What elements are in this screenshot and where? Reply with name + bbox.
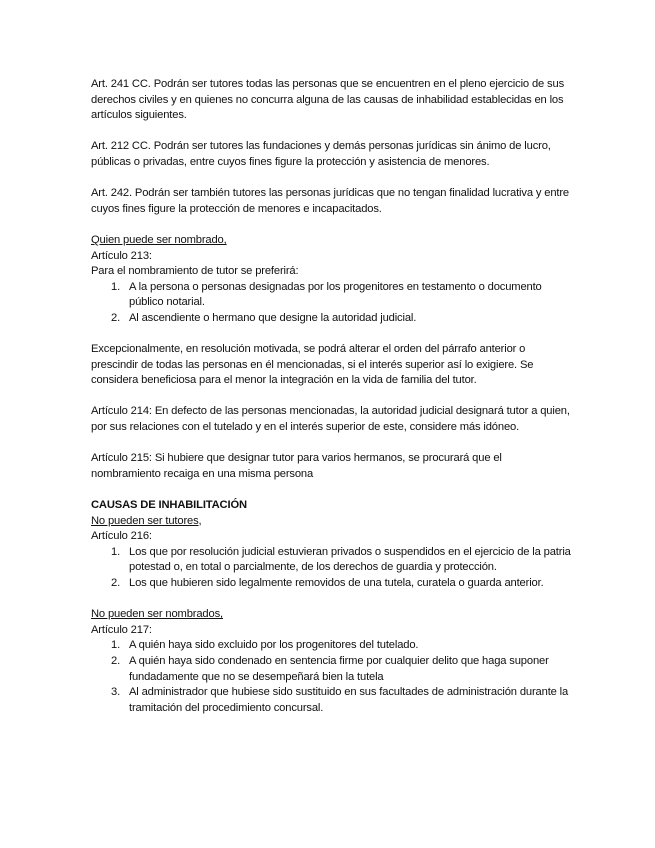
art-215-paragraph: Artículo 215: Si hubiere que designar tutor para varios hermanos, se procurará que el nombramiento recaiga en una misma persona <box>91 452 502 480</box>
excepcion-paragraph: Excepcionalmente, en resolución motivada, se podrá alterar el orden del párrafo anterior o prescindir de todas las personas en él mencionadas, si el interés superior así lo exigiere. Se considera beneficiosa para el menor la integración en la vida de familia del tutor. <box>91 343 534 387</box>
list-item-text: Al administrador que hubiese sido sustituido en sus facultades de administración durante la tramitación del procedimiento concursal. <box>129 686 569 714</box>
list-item-number: 2. <box>111 311 121 324</box>
list-item-text: A la persona o personas designadas por los progenitores en testamento o documento público notarial. <box>129 280 542 309</box>
art-241-paragraph: Art. 241 CC. Podrán ser tutores todas las personas que se encuentren en el pleno ejercicio de sus derechos civiles y en quienes no concurra alguna de las causas de inhabilidad establecidas en los artículos siguientes. <box>91 78 565 122</box>
art-213-label: Artículo 213: <box>91 249 152 262</box>
list-item-number: 3. <box>111 686 121 699</box>
document-page <box>91 77 571 716</box>
inhabilitacion-title: CAUSAS DE INHABILITACIÓN <box>91 499 247 512</box>
list-item-number: 1. <box>111 639 121 652</box>
art-242-paragraph: Art. 242. Podrán ser también tutores las personas jurídicas que no tengan finalidad lucrativa y entre cuyos fines figure la protección de menores e incapacitados. <box>91 187 570 215</box>
art-216-label: Artículo 216: <box>91 530 152 543</box>
list-item-number: 1. <box>111 280 121 293</box>
no-tutores-heading: No pueden ser tutores, <box>91 514 202 527</box>
list-item-number: 2. <box>111 654 121 667</box>
list-item-text: A quién haya sido excluido por los progenitores del tutelado. <box>129 639 419 652</box>
nombrado-heading: Quien puede ser nombrado, <box>91 233 227 246</box>
list-item <box>91 545 571 576</box>
list-item <box>91 311 571 327</box>
art-216-list <box>91 545 571 592</box>
list-item <box>91 280 571 311</box>
art-217-label: Artículo 217: <box>91 623 152 636</box>
list-item-text: A quién haya sido condenado en sentencia firme por cualquier delito que haga suponer fundadamente que no se desempeñará bien la tutela <box>129 654 549 683</box>
list-item-number: 2. <box>111 577 121 589</box>
no-nombrados-heading: No pueden ser nombrados, <box>91 608 223 621</box>
list-item <box>91 685 571 716</box>
art-212-paragraph: Art. 212 CC. Podrán ser tutores las fundaciones y demás personas jurídicas sin ánimo de lucro, públicas o privadas, entre cuyos fines figure la protección y asistencia de menores. <box>91 140 551 168</box>
list-item <box>91 654 571 685</box>
art-217-list <box>91 638 571 716</box>
list-item-text: Al ascendiente o hermano que designe la autoridad judicial. <box>129 311 417 324</box>
list-item <box>91 576 571 592</box>
list-item-text: Los que hubieren sido legalmente removidos de una tutela, curatela o guarda anterior. <box>129 577 544 589</box>
art-214-paragraph: Artículo 214: En defecto de las personas mencionadas, la autoridad judicial designará tutor a quien, por sus relaciones con el tutelado y en el interés superior de este, considere más idóneo. <box>91 405 570 434</box>
list-item <box>91 638 571 654</box>
art-213-intro: Para el nombramiento de tutor se preferirá: <box>91 265 299 278</box>
list-item-text: Los que por resolución judicial estuvieran privados o suspendidos en el ejercicio de la patria potestad o, en total o parcialmente, de los derechos de guardia y protección. <box>129 545 571 574</box>
art-213-list <box>91 280 571 327</box>
list-item-number: 1. <box>111 545 121 558</box>
